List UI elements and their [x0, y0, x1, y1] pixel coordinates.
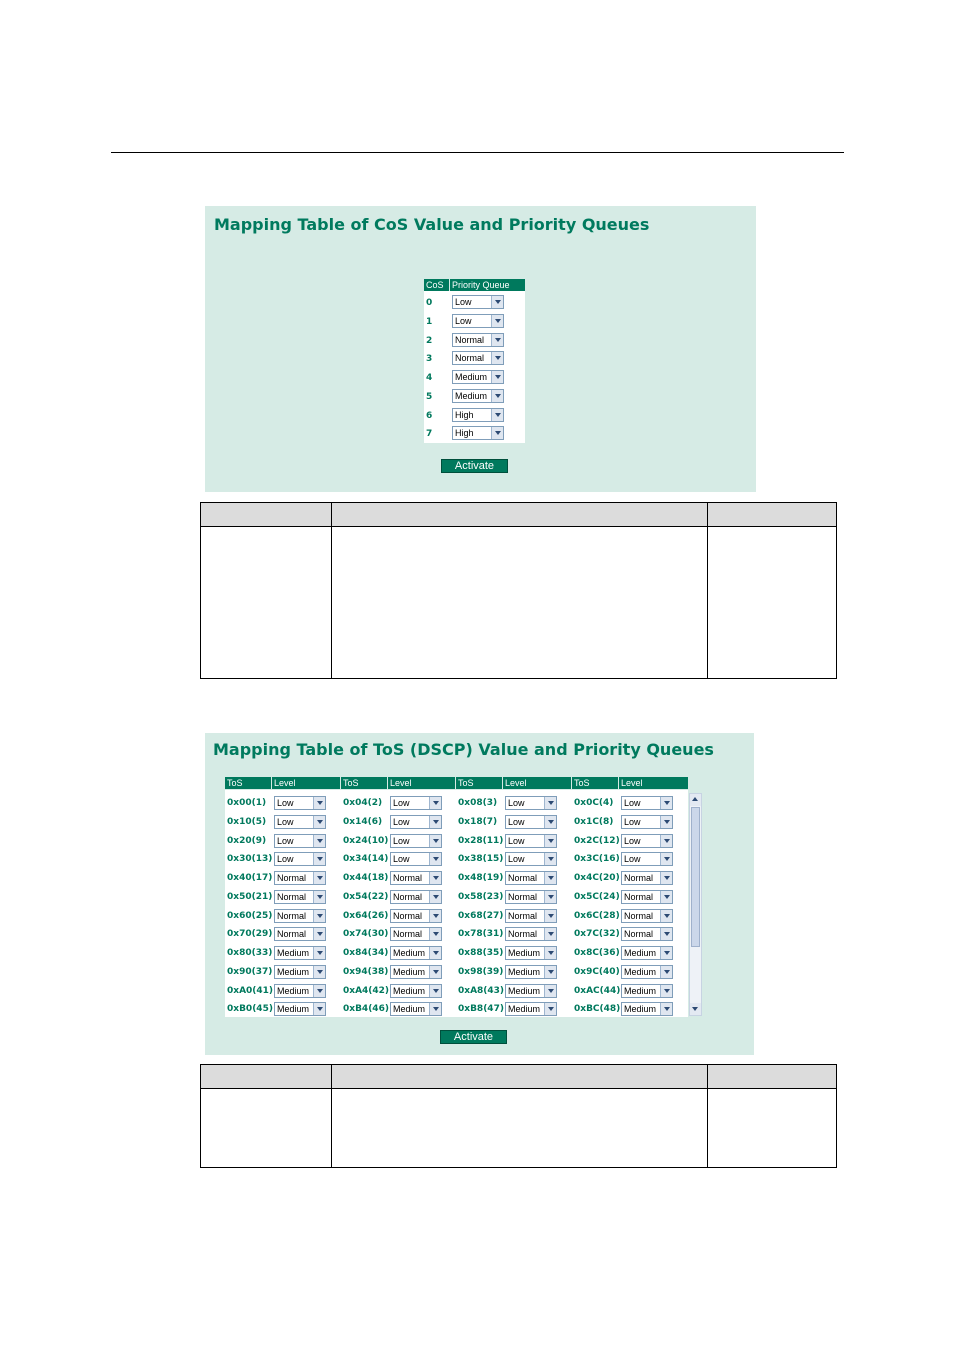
tos-value: 0x64(26) [343, 910, 389, 921]
priority-select[interactable] [452, 389, 504, 403]
cos-row [424, 314, 525, 332]
tos-value: 0x88(35) [458, 948, 504, 958]
priority-select-value: Medium [393, 948, 426, 958]
priority-select[interactable] [390, 871, 442, 885]
dropdown-arrow-icon[interactable] [660, 797, 672, 809]
dropdown-arrow-icon[interactable] [429, 853, 441, 865]
scrollbar-thumb[interactable] [691, 807, 700, 947]
tos-value: 0x4C(20) [574, 873, 620, 883]
dropdown-arrow-icon[interactable] [313, 947, 325, 959]
dropdown-arrow-icon[interactable] [313, 910, 325, 922]
cos-row [424, 426, 525, 444]
priority-select-value: Normal [508, 873, 538, 883]
priority-select-value: Low [277, 798, 294, 808]
priority-select[interactable] [390, 1002, 442, 1016]
tos-value: 0xB4(46) [343, 1004, 389, 1015]
priority-select[interactable] [621, 927, 673, 941]
tos-scrollbar[interactable] [689, 793, 702, 1016]
dropdown-arrow-icon[interactable] [313, 797, 325, 809]
priority-select-value: Medium [393, 985, 426, 996]
priority-select-value: Medium [277, 985, 310, 996]
priority-select[interactable] [390, 796, 442, 810]
dropdown-arrow-icon[interactable] [491, 296, 503, 308]
dropdown-arrow-icon[interactable] [313, 872, 325, 884]
scroll-down-icon[interactable] [690, 1003, 701, 1015]
dropdown-arrow-icon[interactable] [313, 966, 325, 978]
tos-value: 0x28(11) [458, 835, 504, 846]
priority-select[interactable] [621, 796, 673, 810]
priority-select-value: Low [393, 798, 410, 808]
tos-value: 0x90(37) [227, 966, 273, 977]
tos-value: 0x20(9) [227, 835, 267, 846]
level-header: Level [619, 777, 688, 789]
dropdown-arrow-icon[interactable] [429, 928, 441, 940]
cos-value: 7 [426, 429, 433, 440]
tos-header: ToS [456, 777, 502, 789]
tos-value: 0x0C(4) [574, 798, 614, 808]
tos-value: 0x40(17) [227, 873, 273, 883]
priority-select-value: Normal [508, 891, 538, 902]
dropdown-arrow-icon[interactable] [660, 853, 672, 865]
priority-select-value: Medium [624, 948, 657, 958]
tos-value: 0x30(13) [227, 854, 273, 865]
priority-select[interactable] [274, 890, 326, 904]
desc-col-1 [201, 1065, 332, 1089]
priority-select-value: Normal [393, 910, 423, 921]
desc-col-2 [332, 503, 708, 527]
priority-select[interactable] [452, 333, 504, 347]
priority-select[interactable] [505, 834, 557, 848]
priority-select[interactable] [505, 965, 557, 979]
tos-value: 0x44(18) [343, 873, 389, 883]
priority-select-value: Medium [393, 1004, 426, 1015]
priority-select-value: Normal [393, 873, 423, 883]
dropdown-arrow-icon[interactable] [491, 352, 503, 364]
dropdown-arrow-icon[interactable] [313, 853, 325, 865]
priority-select-value: Medium [277, 1004, 310, 1015]
tos-value: 0xA0(41) [227, 985, 274, 996]
priority-select-value: Low [393, 854, 410, 865]
desc-cell [332, 527, 708, 679]
tos-value: 0x5C(24) [574, 891, 620, 902]
dropdown-arrow-icon[interactable] [313, 985, 325, 997]
dropdown-arrow-icon[interactable] [660, 985, 672, 997]
priority-select-value: Normal [508, 910, 538, 921]
priority-select[interactable] [452, 295, 504, 309]
tos-value: 0x00(1) [227, 798, 267, 808]
priority-select[interactable] [274, 1002, 326, 1016]
desc-cell [201, 527, 332, 679]
dropdown-arrow-icon[interactable] [429, 872, 441, 884]
cos-value: 0 [426, 298, 433, 308]
tos-header: ToS [225, 777, 271, 789]
priority-select-value: Low [508, 798, 525, 808]
priority-select-value: Low [624, 854, 641, 865]
dropdown-arrow-icon[interactable] [660, 947, 672, 959]
desc-col-3 [708, 503, 837, 527]
tos-value: 0x48(19) [458, 873, 504, 883]
tos-activate-button[interactable]: Activate [440, 1030, 507, 1044]
tos-value: 0xA4(42) [343, 985, 390, 996]
scroll-up-icon[interactable] [690, 794, 701, 806]
tos-value: 0x3C(16) [574, 854, 620, 865]
dropdown-arrow-icon[interactable] [660, 891, 672, 903]
tos-value: 0x24(10) [343, 835, 389, 846]
tos-value: 0x50(21) [227, 891, 273, 902]
tos-value: 0x98(39) [458, 966, 504, 977]
cos-value: 4 [426, 373, 433, 383]
desc-cell [708, 527, 837, 679]
priority-select[interactable] [390, 984, 442, 998]
priority-select[interactable] [274, 927, 326, 941]
priority-select[interactable] [621, 834, 673, 848]
dropdown-arrow-icon[interactable] [544, 872, 556, 884]
priority-select[interactable] [505, 871, 557, 885]
priority-select-value: Low [277, 835, 294, 846]
cos-panel-title: Mapping Table of CoS Value and Priority Queues [214, 215, 650, 234]
tos-value: 0xA8(43) [458, 985, 505, 996]
tos-value: 0x74(30) [343, 929, 389, 940]
priority-select[interactable] [621, 946, 673, 960]
priority-select[interactable] [274, 815, 326, 829]
dropdown-arrow-icon[interactable] [544, 816, 556, 828]
priority-select-value: Normal [277, 910, 307, 921]
dropdown-arrow-icon[interactable] [660, 816, 672, 828]
cos-row [424, 370, 525, 388]
tos-value: 0x8C(36) [574, 948, 620, 958]
priority-select-value: Normal [393, 929, 423, 940]
cos-value: 2 [426, 335, 433, 346]
header-rule [111, 152, 844, 153]
priority-select[interactable] [390, 852, 442, 866]
tos-header: ToS [341, 777, 387, 789]
priority-select-value: Medium [508, 966, 541, 977]
dropdown-arrow-icon[interactable] [429, 910, 441, 922]
priority-select[interactable] [505, 1002, 557, 1016]
cos-value: 1 [426, 316, 433, 327]
tos-value: 0xB0(45) [227, 1004, 273, 1015]
dropdown-arrow-icon[interactable] [544, 1003, 556, 1015]
level-header: Level [388, 777, 455, 789]
tos-value: 0x18(7) [458, 816, 498, 827]
priority-select[interactable] [390, 965, 442, 979]
priority-select[interactable] [621, 909, 673, 923]
cos-row [424, 333, 525, 351]
dropdown-arrow-icon[interactable] [660, 910, 672, 922]
priority-select-value: Low [508, 835, 525, 846]
dropdown-arrow-icon[interactable] [660, 1003, 672, 1015]
dropdown-arrow-icon[interactable] [491, 390, 503, 402]
desc-col-2 [332, 1065, 708, 1089]
dropdown-arrow-icon[interactable] [491, 315, 503, 327]
cos-row [424, 389, 525, 407]
priority-select[interactable] [621, 815, 673, 829]
priority-select-value: Medium [624, 985, 657, 996]
priority-select-value: Low [624, 798, 641, 808]
priority-select[interactable] [505, 984, 557, 998]
priority-select-value: Normal [277, 873, 307, 883]
tos-value: 0xAC(44) [574, 985, 621, 996]
priority-select-value: Low [508, 854, 525, 865]
priority-select-value: Normal [455, 334, 485, 345]
priority-select[interactable] [621, 890, 673, 904]
tos-value: 0xB8(47) [458, 1004, 504, 1015]
priority-select[interactable] [274, 984, 326, 998]
dropdown-arrow-icon[interactable] [313, 816, 325, 828]
desc-cell [708, 1089, 837, 1168]
priority-select[interactable] [390, 815, 442, 829]
priority-select[interactable] [452, 408, 504, 422]
dropdown-arrow-icon[interactable] [313, 891, 325, 903]
priority-select[interactable] [505, 852, 557, 866]
dropdown-arrow-icon[interactable] [544, 985, 556, 997]
dropdown-arrow-icon[interactable] [491, 409, 503, 421]
tos-value: 0x60(25) [227, 910, 273, 921]
dropdown-arrow-icon[interactable] [429, 1003, 441, 1015]
priority-select-value: Medium [624, 966, 657, 977]
dropdown-arrow-icon[interactable] [544, 928, 556, 940]
dropdown-arrow-icon[interactable] [429, 816, 441, 828]
priority-select-value: Normal [508, 929, 538, 940]
level-header: Level [272, 777, 340, 789]
priority-select[interactable] [274, 871, 326, 885]
desc-col-3 [708, 1065, 837, 1089]
tos-value: 0xBC(48) [574, 1004, 621, 1015]
tos-panel-title: Mapping Table of ToS (DSCP) Value and Priority Queues [213, 740, 714, 759]
priority-select[interactable] [274, 909, 326, 923]
priority-select-value: Normal [277, 891, 307, 902]
tos-value: 0x9C(40) [574, 966, 620, 977]
dropdown-arrow-icon[interactable] [313, 928, 325, 940]
priority-select[interactable] [274, 834, 326, 848]
priority-select-value: Normal [624, 891, 654, 902]
tos-value: 0x58(23) [458, 891, 504, 902]
dropdown-arrow-icon[interactable] [544, 947, 556, 959]
priority-select-value: Normal [624, 873, 654, 883]
priority-select[interactable] [621, 965, 673, 979]
cos-activate-button[interactable]: Activate [441, 459, 508, 473]
tos-value: 0x54(22) [343, 891, 389, 902]
tos-value: 0x34(14) [343, 854, 389, 865]
priority-select-value: Low [277, 854, 294, 865]
tos-value: 0x70(29) [227, 929, 273, 940]
priority-select-value: Normal [624, 910, 654, 921]
tos-value: 0x1C(8) [574, 816, 614, 827]
priority-select-value: Normal [393, 891, 423, 902]
cos-value: 5 [426, 391, 433, 402]
priority-select[interactable] [452, 426, 504, 440]
cos-row [424, 295, 525, 313]
priority-select-value: Normal [624, 929, 654, 940]
priority-select-value: Low [455, 297, 472, 307]
priority-select-value: Medium [508, 948, 541, 958]
desc-cell [332, 1089, 708, 1168]
dropdown-arrow-icon[interactable] [313, 835, 325, 847]
dropdown-arrow-icon[interactable] [660, 835, 672, 847]
dropdown-arrow-icon[interactable] [660, 966, 672, 978]
tos-value: 0x2C(12) [574, 835, 620, 846]
cos-header: CoS [424, 279, 449, 291]
tos-value: 0x80(33) [227, 948, 273, 958]
priority-select[interactable] [390, 927, 442, 941]
dropdown-arrow-icon[interactable] [544, 891, 556, 903]
tos-value: 0x94(38) [343, 966, 389, 977]
priority-select[interactable] [452, 351, 504, 365]
tos-value: 0x10(5) [227, 816, 267, 827]
priority-select[interactable] [452, 370, 504, 384]
priority-select-value: Low [277, 816, 294, 827]
cos-row [424, 351, 525, 369]
priority-select[interactable] [505, 927, 557, 941]
dropdown-arrow-icon[interactable] [660, 928, 672, 940]
dropdown-arrow-icon[interactable] [491, 371, 503, 383]
tos-value: 0x7C(32) [574, 929, 620, 940]
priority-select-value: Low [624, 816, 641, 827]
priority-select-value: Medium [277, 948, 310, 958]
cos-description-table [200, 502, 837, 679]
dropdown-arrow-icon[interactable] [429, 966, 441, 978]
priority-select-value: Low [393, 835, 410, 846]
cos-table [424, 291, 525, 443]
desc-cell [201, 1089, 332, 1168]
priority-select[interactable] [274, 796, 326, 810]
priority-select-value: High [455, 428, 474, 439]
priority-select[interactable] [621, 984, 673, 998]
cos-row [424, 408, 525, 426]
dropdown-arrow-icon[interactable] [660, 872, 672, 884]
dropdown-arrow-icon[interactable] [544, 966, 556, 978]
priority-select-value: Low [455, 315, 472, 326]
dropdown-arrow-icon[interactable] [544, 910, 556, 922]
priority-select-value: High [455, 409, 474, 420]
priority-select-value: Low [508, 816, 525, 827]
priority-select[interactable] [621, 1002, 673, 1016]
dropdown-arrow-icon[interactable] [429, 891, 441, 903]
priority-select[interactable] [390, 909, 442, 923]
priority-select-value: Medium [624, 1004, 657, 1015]
cos-value: 3 [426, 354, 433, 365]
dropdown-arrow-icon[interactable] [491, 334, 503, 346]
tos-value: 0x04(2) [343, 798, 383, 808]
priority-select-value: Normal [455, 353, 485, 364]
priority-select[interactable] [505, 890, 557, 904]
priority-select[interactable] [505, 796, 557, 810]
dropdown-arrow-icon[interactable] [429, 797, 441, 809]
priority-select[interactable] [274, 946, 326, 960]
priority-select-value: Normal [277, 929, 307, 940]
priority-select[interactable] [505, 815, 557, 829]
tos-value: 0x14(6) [343, 816, 383, 827]
priority-select[interactable] [505, 909, 557, 923]
priority-select-value: Medium [508, 1004, 541, 1015]
priority-select[interactable] [274, 965, 326, 979]
priority-select-value: Medium [393, 966, 426, 977]
tos-value: 0x08(3) [458, 798, 498, 808]
dropdown-arrow-icon[interactable] [491, 427, 503, 439]
priority-select-value: Low [624, 835, 641, 846]
priority-select[interactable] [621, 852, 673, 866]
dropdown-arrow-icon[interactable] [429, 985, 441, 997]
priority-select[interactable] [274, 852, 326, 866]
priority-select[interactable] [390, 946, 442, 960]
priority-queue-header: Priority Queue [450, 279, 525, 291]
tos-table [225, 790, 688, 1017]
dropdown-arrow-icon[interactable] [544, 835, 556, 847]
priority-select[interactable] [505, 946, 557, 960]
priority-select-value: Medium [277, 966, 310, 977]
tos-value: 0x78(31) [458, 929, 504, 940]
level-header: Level [503, 777, 571, 789]
priority-select-value: Medium [508, 985, 541, 996]
cos-value: 6 [426, 410, 433, 421]
tos-header: ToS [572, 777, 618, 789]
tos-value: 0x38(15) [458, 854, 504, 865]
dropdown-arrow-icon[interactable] [313, 1003, 325, 1015]
desc-col-1 [201, 503, 332, 527]
priority-select[interactable] [390, 890, 442, 904]
priority-select[interactable] [452, 314, 504, 328]
tos-description-table [200, 1064, 837, 1168]
tos-value: 0x68(27) [458, 910, 504, 921]
tos-value: 0x84(34) [343, 948, 389, 958]
priority-select-value: Low [393, 816, 410, 827]
dropdown-arrow-icon[interactable] [429, 947, 441, 959]
dropdown-arrow-icon[interactable] [429, 835, 441, 847]
dropdown-arrow-icon[interactable] [544, 797, 556, 809]
dropdown-arrow-icon[interactable] [544, 853, 556, 865]
tos-value: 0x6C(28) [574, 910, 620, 921]
priority-select[interactable] [621, 871, 673, 885]
priority-select-value: Medium [455, 390, 488, 401]
priority-select-value: Medium [455, 372, 488, 382]
priority-select[interactable] [390, 834, 442, 848]
